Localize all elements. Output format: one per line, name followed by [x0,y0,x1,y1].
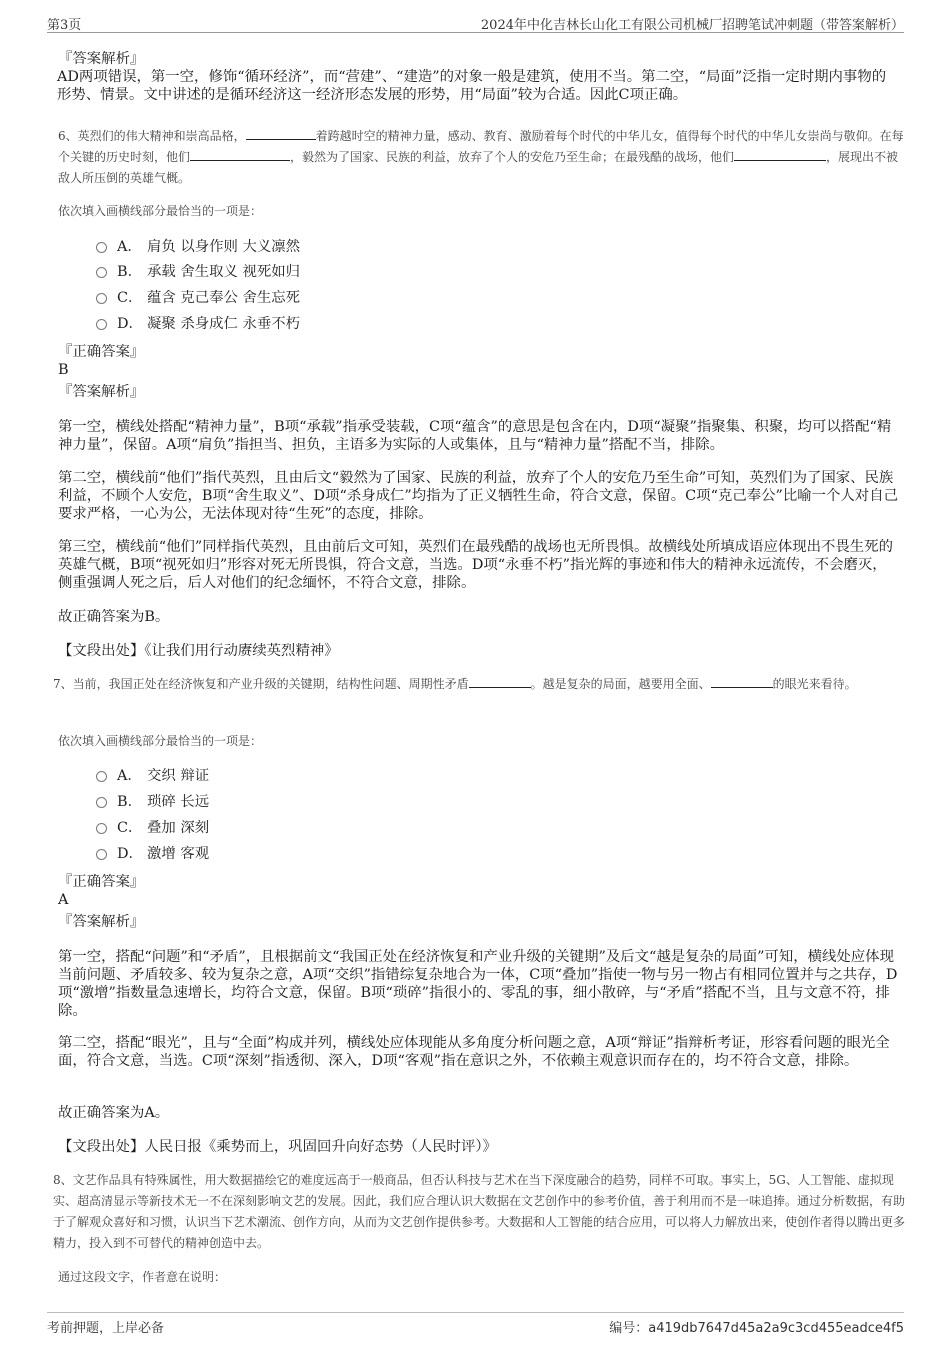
radio-icon[interactable] [96,293,107,304]
q6-analysis-p3: 第三空，横线前“他们”同样指代英烈，且由前后文可知，英烈们在最残酷的战场也无所畏惧。故横线处所填成语应体现出不畏生死的英雄气概，B项“视死如归”形容对死无所畏惧，符合文意，当选。D项“永垂不朽”指光辉的事迹和伟大的精神永远流传，不会磨灭，侧重强调人死之后，后人对他们的纪念缅怀，不符合文意，排除。 [58,539,893,591]
radio-icon[interactable] [96,267,107,278]
q7-analysis-p2: 第二空，搭配“眼光”，且与“全面”构成并列，横线处应体现能从多角度分析问题之意，A项“辩证”指辩析考证，形容看问题的眼光全面，符合文意，当选。C项“深刻”指透彻、深入，D项“客观”指在意识之外，不依赖主观意识而存在的，均不符合文意，排除。 [58,1035,890,1069]
radio-icon[interactable] [96,797,107,808]
footer-motto: 考前押题，上岸必备 [47,1321,165,1336]
q6-analysis-p1: 第一空，横线处搭配“精神力量”，B项“承载”指承受装载，C项“蕴含”的意思是包含在内，D项“凝聚”指聚集、积聚，均可以搭配“精神力量”，保留。A项“肩负”指担当、担负，主语多为实际的人或集体，且与“精神力量”搭配不当，排除。 [58,419,892,453]
footer-code: 编号：a419db7647d45a2a9c3cd455eadce4f5 [609,1321,904,1336]
page-number: 第3页 [47,18,82,33]
q7-source: 【文段出处】人民日报《乘势而上，巩固回升向好态势（人民时评）》 [58,1139,497,1155]
q6-analysis-label: 『答案解析』 [58,384,145,400]
q6-answer: B [58,362,69,378]
q7-correct-label: 『正确答案』 [58,874,145,890]
radio-icon[interactable] [96,319,107,330]
q6-analysis-p2: 第二空，横线前“他们”指代英烈，且由后文“毅然为了国家、民族的利益，放弃了个人的安危乃至生命”可知，英烈们为了国家、民族利益，不顾个人安危，B项“舍生取义”、D项“杀身成仁”均指为了正义牺牲生命，符合文意，保留。C项“克己奉公”比喻一个人对自己要求严格，一心为公，无法体现对待“生死”的态度，排除。 [58,470,898,522]
page-header [47,12,904,33]
q7-answer: A [58,892,69,908]
q6-source: 【文段出处】《让我们用行动赓续英烈精神》 [58,643,339,659]
q7-analysis-label: 『答案解析』 [58,914,145,930]
q5-analysis-text: AD两项错误，第一空，修饰“循环经济”，而“营建”、“建造”的对象一般是建筑，使用不当。第二空，“局面”泛指一定时期内事物的形势、情景。文中讲述的是循环经济这一经济形态发展的形势，用“局面”较为合适。因此C项正确。 [57,69,887,103]
radio-icon[interactable] [96,771,107,782]
q6-option-c[interactable]: C． 蕴含 克己奉公 舍生忘死 [96,289,300,307]
q5-analysis-label: 『答案解析』 [58,51,145,67]
q7-option-c[interactable]: C． 叠加 深刻 [96,819,209,837]
q7-option-d[interactable]: D． 激增 客观 [96,845,209,863]
page-footer [47,1312,904,1337]
radio-icon[interactable] [96,849,107,860]
radio-icon[interactable] [96,823,107,834]
q6-option-d[interactable]: D． 凝聚 杀身成仁 永垂不朽 [96,315,300,333]
q6-correct-label: 『正确答案』 [58,344,145,360]
q6-option-b[interactable]: B． 承载 舍生取义 视死如归 [96,263,300,281]
q7-option-b[interactable]: B． 琐碎 长远 [96,793,209,811]
blank-2 [190,148,290,161]
q7-analysis-p3: 故正确答案为A。 [58,1105,170,1121]
q6-analysis-p4: 故正确答案为B。 [58,609,170,625]
q8-stem: 8、文艺作品具有特殊属性，用大数据描绘它的难度远高于一般商品，但否认科技与艺术在当下深度融合的趋势，同样不可取。事实上，5G、人工智能、虚拟现实、超高清显示等新技术无一不在深刻影响文艺的发展。因此，我们应合理认识大数据在文艺创作中的参考价值，善于利用而不是一味追捧。通过分析数据，有助于了解观众喜好和习惯，认识当下艺术潮流、创作方向，从而为文艺创作提供参考。大数据和人工智能的结合应用，可以将人力解放出来，使创作者得以腾出更多精力，投入到不可替代的精神创造中去。 [53,1173,906,1250]
q7-option-a[interactable]: A． 交织 辩证 [96,767,209,785]
q7-analysis-p1: 第一空，搭配“问题”和“矛盾”，且根据前文“我国正处在经济恢复和产业升级的关键期”及后文“越是复杂的局面”可知，横线处应体现当前问题、矛盾较多、较为复杂之意，A项“交织”指错综复杂地合为一体，C项“叠加”指使一物与另一物占有相同位置并与之共存，D项“激增”指数量急速增长，均符合文意，保留。B项“琐碎”指很小的、零乱的事，细小散碎，与“矛盾”搭配不当，且与文意不符，排除。 [58,949,898,1019]
q6-stem: 6、英烈们的伟大精神和崇高品格， 着跨越时空的精神力量，感动、教育、激励着每个时代的中华儿女，值得每个时代的中华儿女崇尚与敬仰。在每个关键的历史时刻，他们 ，毅然为了国家、民族的利益，放弃了个人的安危乃至生命；在最残酷的战场，他们 ，展现出不被敌人所压倒的英雄气概。 [58,129,904,185]
blank-3 [734,148,826,161]
blank-1 [246,127,316,140]
q6-option-a[interactable]: A． 肩负 以身作则 大义凛然 [96,238,300,256]
q7-stem: 7、当前，我国正处在经济恢复和产业升级的关键期，结构性问题、周期性矛盾 。越是复杂的局面，越要用全面、 的眼光来看待。 [53,677,857,691]
q7-prompt: 依次填入画横线部分最恰当的一项是： [58,734,263,748]
q8-prompt: 通过这段文字，作者意在说明： [58,1270,227,1284]
blank-1 [469,675,531,688]
blank-2 [711,675,773,688]
q6-prompt: 依次填入画横线部分最恰当的一项是： [58,204,263,218]
document-title: 2024年中化吉林长山化工有限公司机械厂招聘笔试冲刺题（带答案解析） [480,18,904,33]
radio-icon[interactable] [96,242,107,253]
